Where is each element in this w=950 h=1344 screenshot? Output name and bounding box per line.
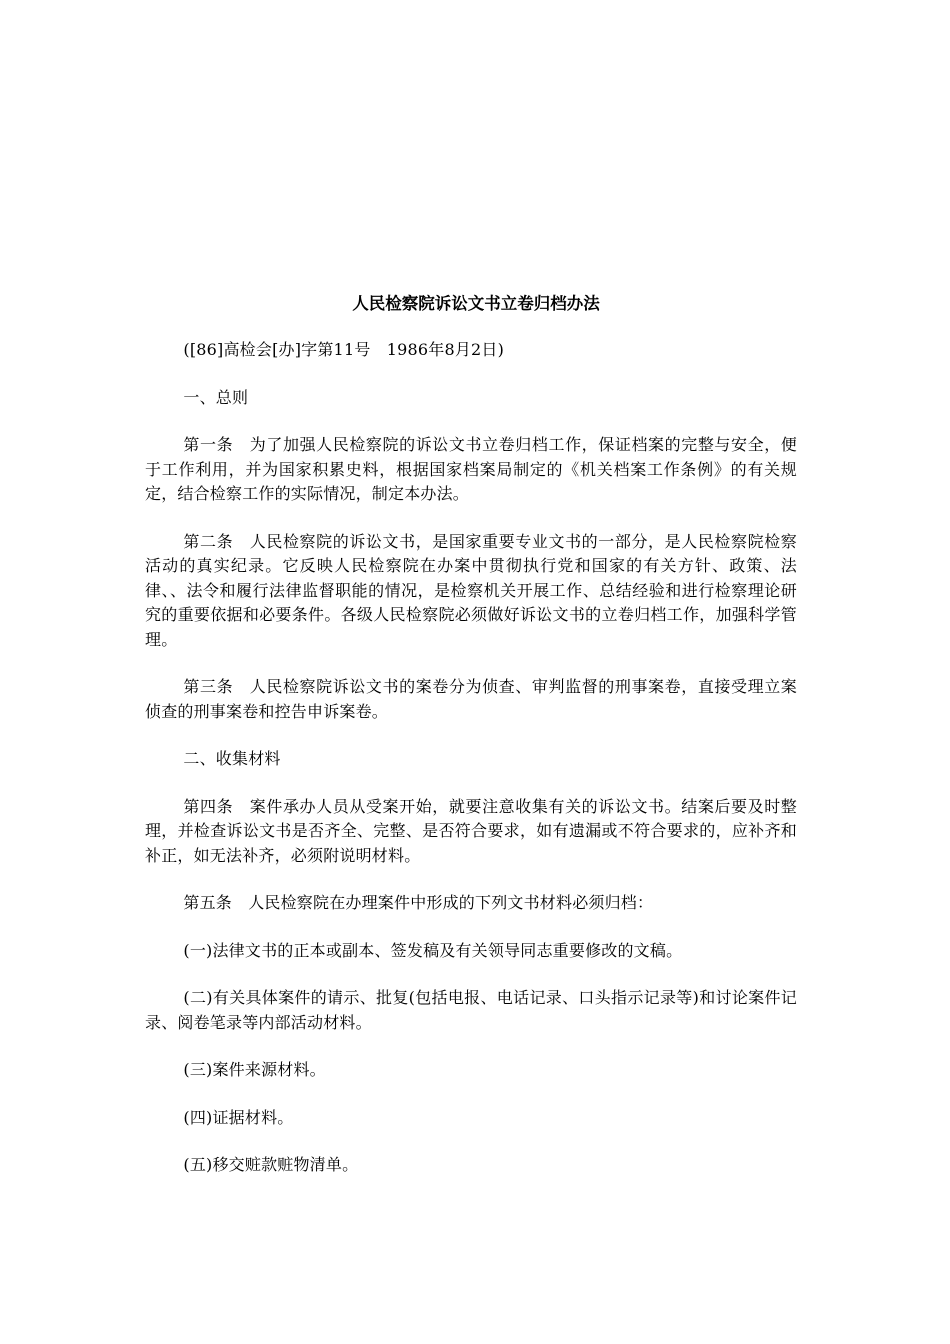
document-title: 人民检察院诉讼文书立卷归档办法 bbox=[352, 294, 600, 313]
article-4: 第四条 案件承办人员从受案开始，就要注意收集有关的诉讼文书。结案后要及时整理，并检查诉讼文书是否齐全、完整、是否符合要求，如有遗漏或不符合要求的，应补齐和补正，如无法补齐，必须附说明材料。 bbox=[145, 796, 797, 865]
article-5: 第五条 人民检察院在办理案件中形成的下列文书材料必须归档： bbox=[183, 893, 654, 912]
article-5-item-5: (五)移交赃款赃物清单。 bbox=[183, 1155, 359, 1174]
article-3: 第三条 人民检察院诉讼文书的案卷分为侦查、审判监督的刑事案卷，直接受理立案侦查的刑事案卷和控告申诉案卷。 bbox=[145, 677, 797, 721]
article-1: 第一条 为了加强人民检察院的诉讼文书立卷归档工作，保证档案的完整与安全，便于工作利用，并为国家积累史料，根据国家档案局制定的《机关档案工作条例》的有关规定，结合检察工作的实际情况，制定本办法。 bbox=[145, 435, 797, 503]
article-5-item-2: (二)有关具体案件的请示、批复(包括电报、电话记录、口头指示记录等)和讨论案件记录、阅卷笔录等内部活动材料。 bbox=[145, 988, 797, 1032]
section-heading-general: 一、总则 bbox=[183, 387, 249, 407]
document-body bbox=[145, 292, 797, 1201]
article-5-item-1: (一)法律文书的正本或副本、签发稿及有关领导同志重要修改的文稿。 bbox=[183, 940, 683, 960]
section-heading-collect-materials: 二、收集材料 bbox=[183, 749, 281, 768]
article-2: 第二条 人民检察院的诉讼文书，是国家重要专业文书的一部分，是人民检察院检察活动的真实纪录。它反映人民检察院在办案中贯彻执行党和国家的有关方针、政策、法律、、法令和履行法律监督职能的情况，是检察机关开展工作、总结经验和进行检察理论研究的重要依据和必要条件。各级人民检察院必须做好诉讼文书的立卷归档工作，加强科学管理。 bbox=[145, 531, 797, 649]
article-5-item-4: (四)证据材料。 bbox=[183, 1107, 294, 1127]
article-5-item-3: (三)案件来源材料。 bbox=[183, 1060, 326, 1079]
document-source-note: ([86]高检会[办]字第11号 1986年8月2日) bbox=[183, 340, 505, 359]
